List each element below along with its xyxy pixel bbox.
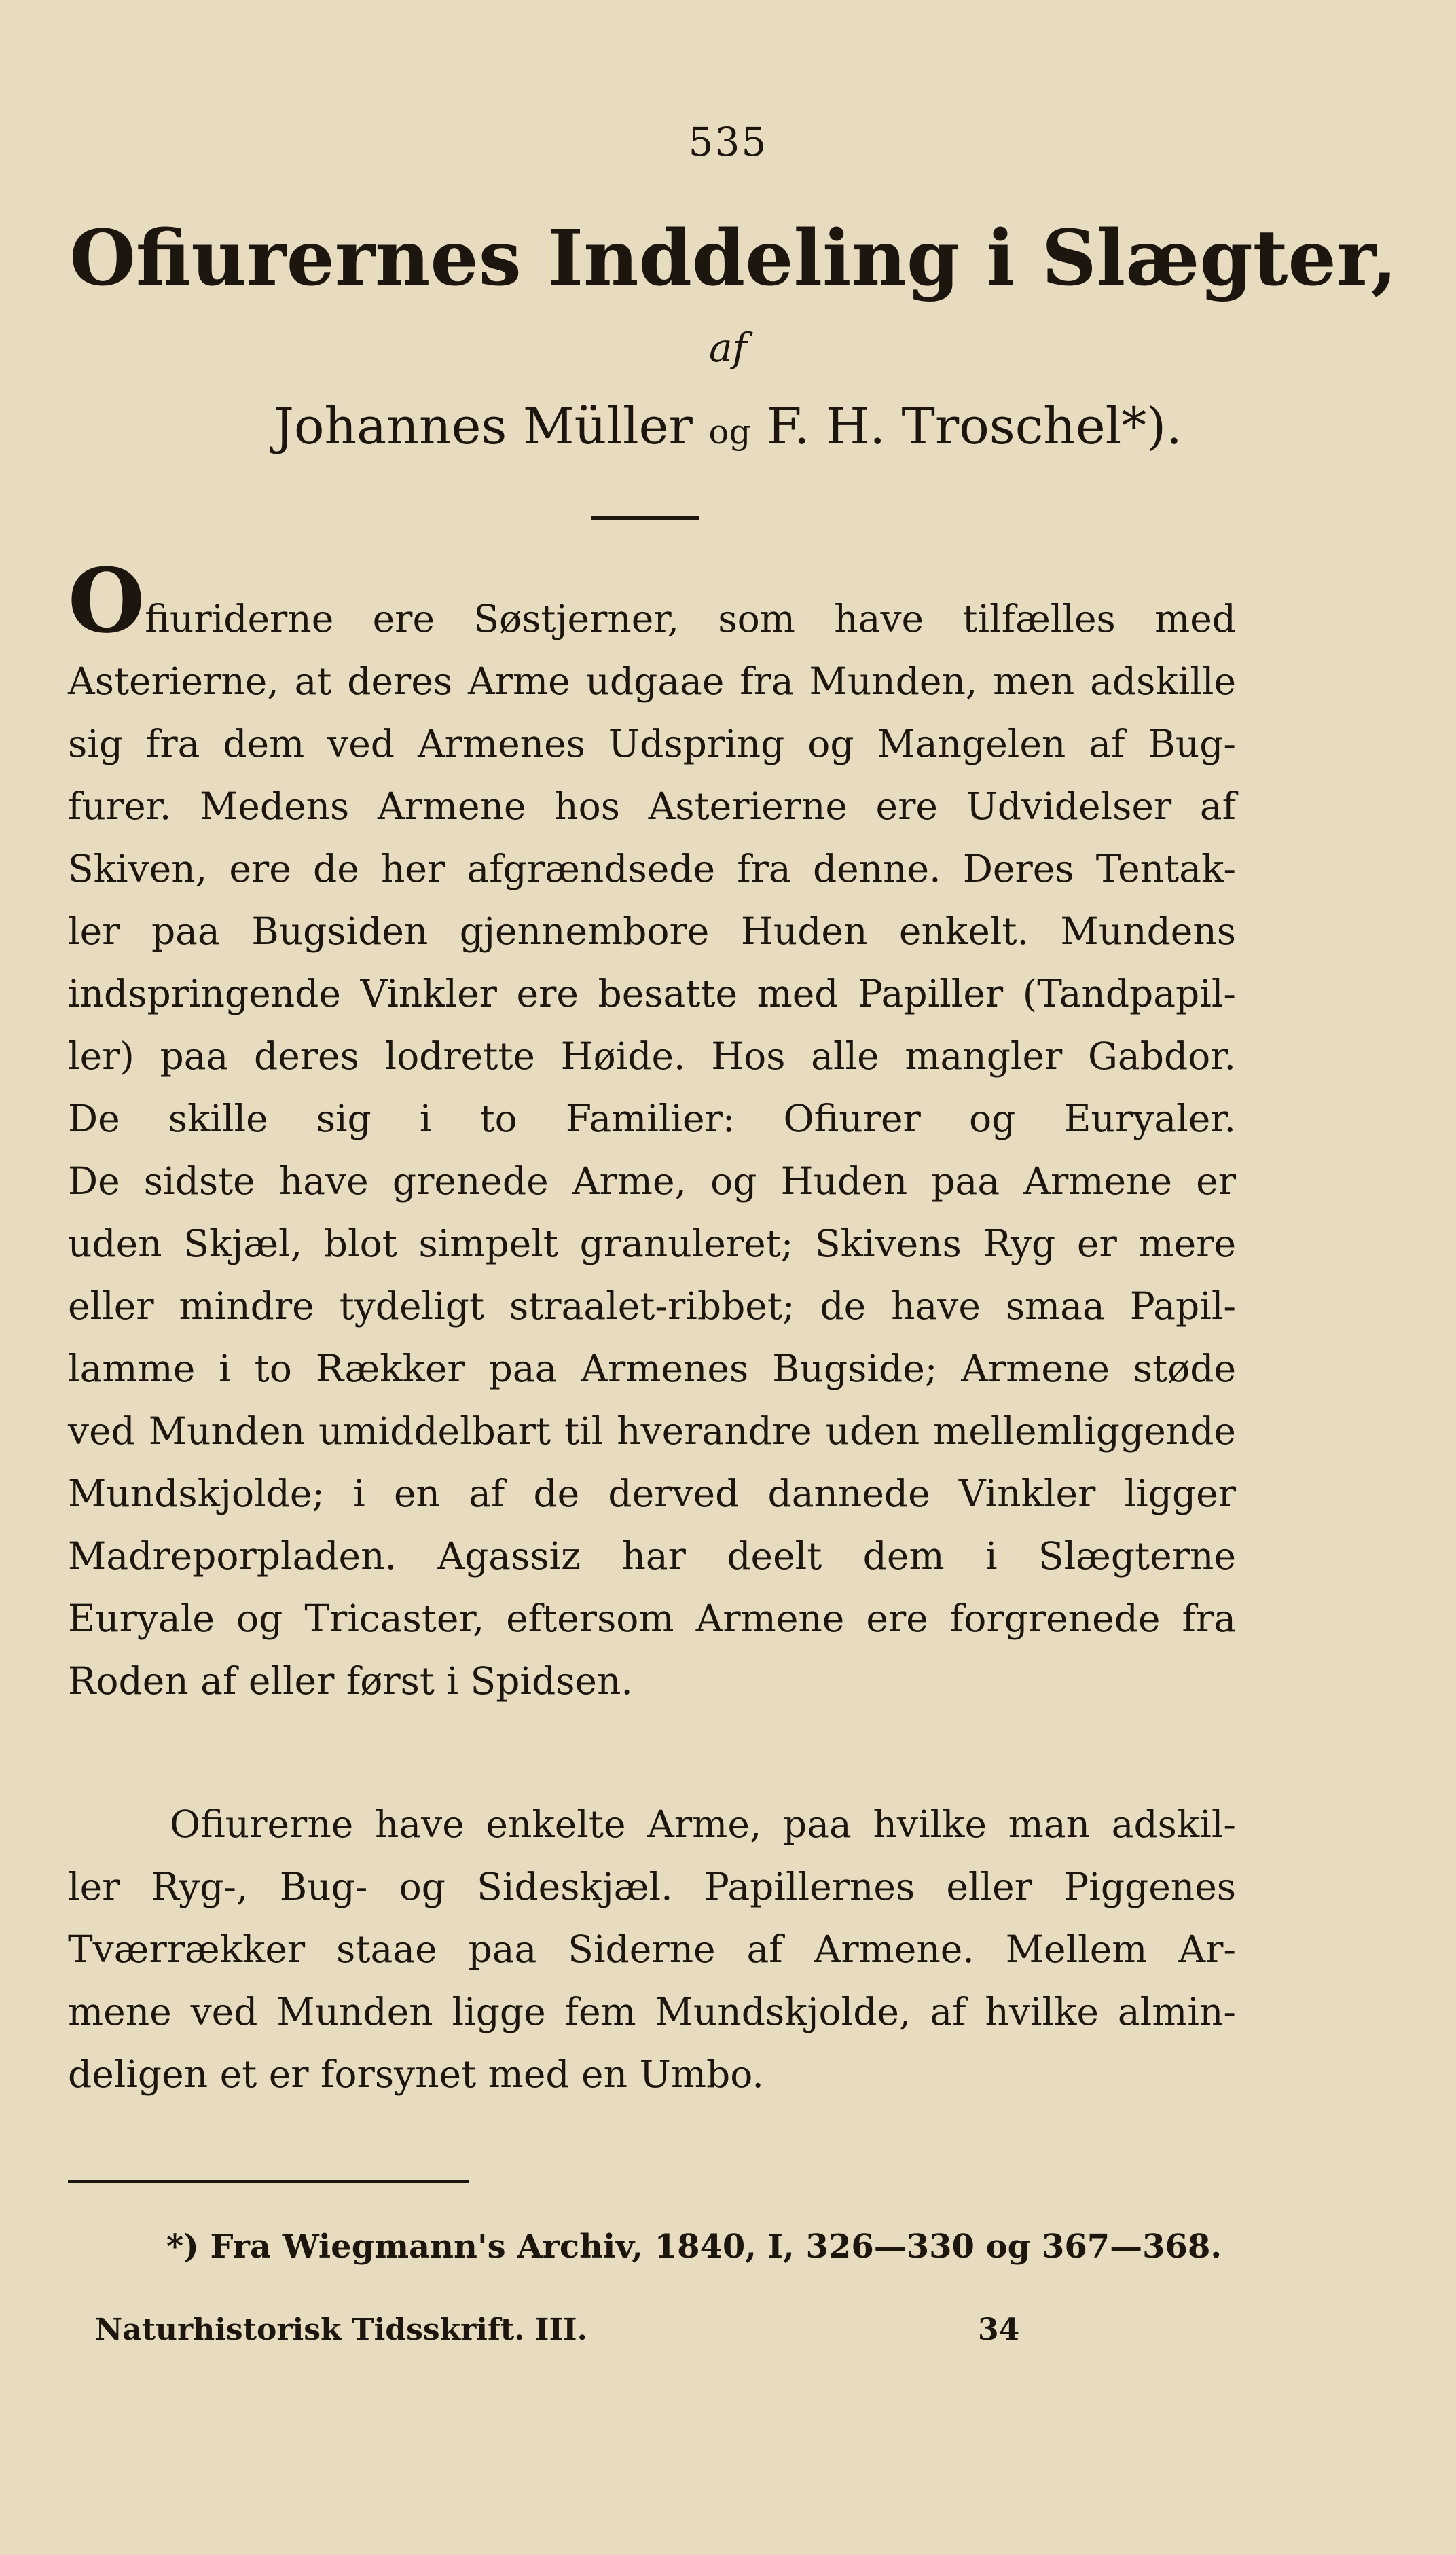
- authors-line: [0, 397, 1456, 456]
- article-title: Ofiurernes Inddeling i Slægter,: [69, 214, 1398, 303]
- author-1: Johannes Müller: [274, 397, 693, 456]
- paragraph-1: [68, 549, 1236, 1712]
- text-line: Ofiuriderne ere Søstjerner, som have tilfælles med: [68, 549, 1236, 653]
- text-line: mene ved Munden ligge fem Mundskjolde, af hvilke almin-: [68, 1990, 1236, 2033]
- text-line: indspringende Vinkler ere besatte med Papiller (Tandpapil-: [68, 972, 1236, 1015]
- text-line: ler) paa deres lodrette Høide. Hos alle mangler Gabdor.: [68, 1034, 1236, 1078]
- text-line: ler paa Bugsiden gjennembore Huden enkelt. Mundens: [68, 909, 1236, 953]
- drop-cap: O: [68, 549, 145, 653]
- footnote: *) Fra Wiegmann's Archiv, 1840, I, 326—330 og 367—368.: [166, 2228, 1222, 2266]
- text-line: lamme i to Rækker paa Armenes Bugside; Armene støde: [68, 1347, 1236, 1390]
- footnote-mark: *).: [1121, 397, 1182, 456]
- text-line: Roden af eller først i Spidsen.: [68, 1659, 633, 1703]
- text-line: ler Ryg-, Bug- og Sideskjæl. Papillernes eller Piggenes: [68, 1865, 1236, 1908]
- text-line: Mundskjolde; i en af de derved dannede Vinkler ligger: [68, 1472, 1236, 1515]
- text-line: Asterierne, at deres Arme udgaae fra Munden, men adskille: [68, 659, 1236, 703]
- text-line: uden Skjæl, blot simpelt granuleret; Skivens Ryg er mere: [68, 1222, 1236, 1265]
- text-line: De skille sig i to Familier: Ofiurer og Euryaler.: [68, 1097, 1236, 1140]
- text-line: deligen et er forsynet med en Umbo.: [68, 2052, 764, 2096]
- text-line: Skiven, ere de her afgrændsede fra denne. Deres Tentak-: [68, 847, 1236, 890]
- signature-line: Naturhistorisk Tidsskrift. III.: [95, 2313, 587, 2347]
- footnote-divider: [68, 2180, 469, 2183]
- author-conjunction: og: [708, 412, 751, 452]
- text-line: furer. Medens Armene hos Asterierne ere Udvidelser af: [68, 784, 1236, 828]
- by-line: af: [708, 325, 748, 371]
- sheet-number: 34: [978, 2313, 1020, 2347]
- title-divider: [591, 516, 699, 520]
- text-line: Euryale og Tricaster, eftersom Armene ere forgrenede fra: [68, 1597, 1236, 1640]
- text-line: Madreporpladen. Agassiz har deelt dem i Slægterne: [68, 1534, 1236, 1578]
- text-line: Tværrækker staae paa Siderne af Armene. Mellem Ar-: [68, 1927, 1236, 1971]
- page-number: 535: [688, 119, 768, 165]
- author-2: F. H. Troschel: [767, 397, 1122, 456]
- text-line: De sidste have grenede Arme, og Huden paa Armene er: [68, 1159, 1236, 1203]
- text-line: eller mindre tydeligt straalet-ribbet; de have smaa Papil-: [68, 1284, 1236, 1328]
- paragraph-2: [68, 1793, 1236, 2105]
- text-line: ved Munden umiddelbart til hverandre uden mellemliggende: [68, 1409, 1236, 1453]
- text-line: Ofiurerne have enkelte Arme, paa hvilke man adskil-: [170, 1802, 1236, 1846]
- text-line: sig fra dem ved Armenes Udspring og Mangelen af Bug-: [68, 722, 1236, 765]
